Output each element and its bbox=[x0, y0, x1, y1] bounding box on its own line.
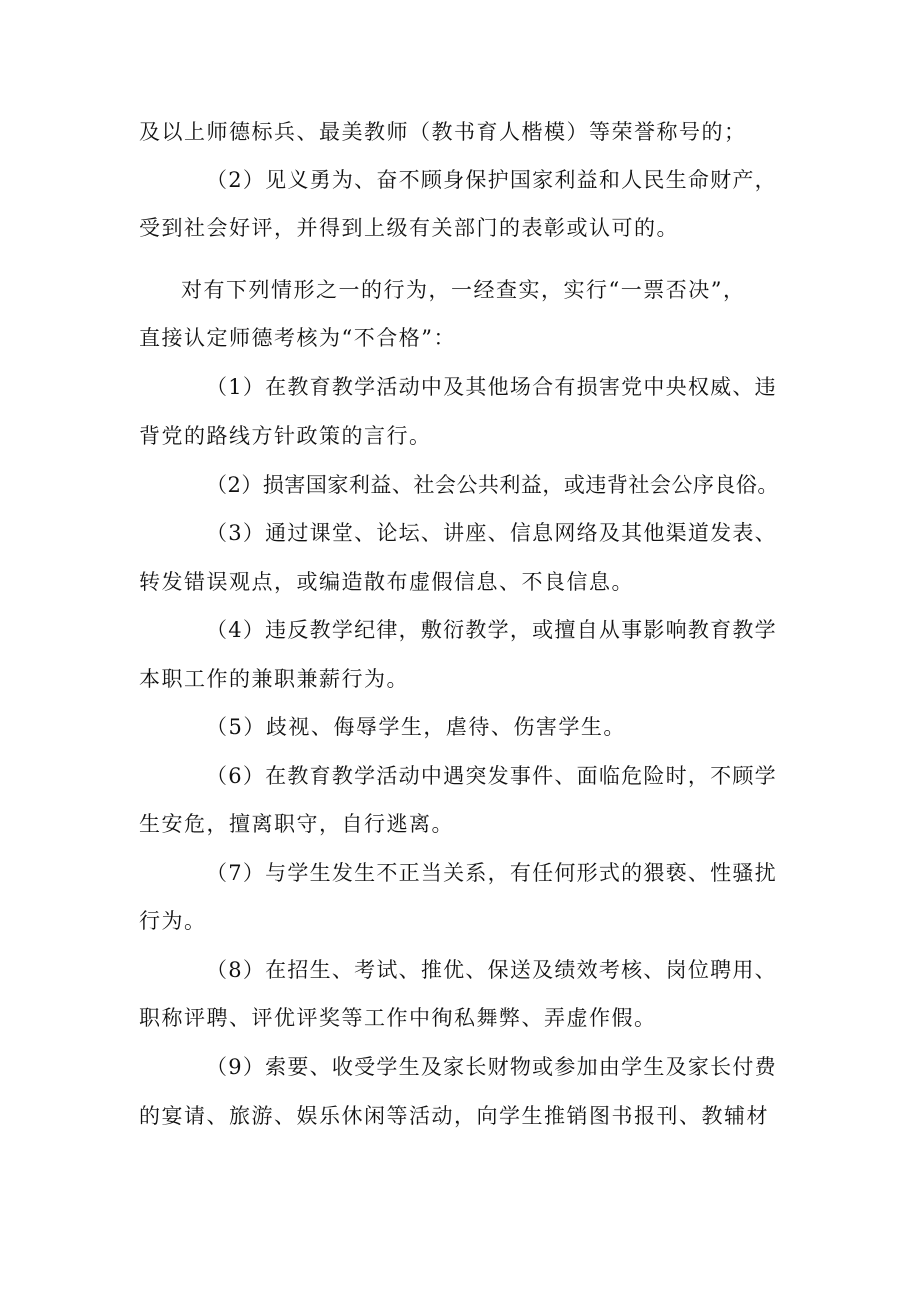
text-line-continuation: 转发错误观点，或编造散布虚假信息、不良信息。 bbox=[139, 570, 634, 594]
list-item-first-line: （5）歧视、侮辱学生，虐待、伤害学生。 bbox=[206, 715, 626, 739]
list-item-first-line: （3）通过课堂、论坛、讲座、信息网络及其他渠道发表、 bbox=[206, 521, 777, 545]
list-item-first-line: （7）与学生发生不正当关系，有任何形式的猥亵、性骚扰 bbox=[206, 861, 777, 885]
list-item-first-line: （4）违反教学纪律，敷衍教学，或擅自从事影响教育教学 bbox=[206, 618, 777, 642]
text-line-continuation: 职称评聘、评优评奖等工作中徇私舞弊、弄虚作假。 bbox=[139, 1006, 657, 1030]
list-item-first-line: （2）损害国家利益、社会公共利益，或违背社会公序良俗。 bbox=[206, 473, 779, 497]
text-line-continuation: 直接认定师德考核为“不合格”： bbox=[139, 326, 456, 350]
text-line-continuation: 行为。 bbox=[139, 909, 207, 933]
text-line-continuation: 的宴请、旅游、娱乐休闲等活动，向学生推销图书报刊、教辅材 bbox=[139, 1104, 769, 1128]
text-line-continuation: 背党的路线方针政策的言行。 bbox=[139, 424, 432, 448]
text-line-continuation: 及以上师德标兵、最美教师（教书育人楷模）等荣誉称号的； bbox=[139, 120, 747, 144]
list-item-first-line: （1）在教育教学活动中及其他场合有损害党中央权威、违 bbox=[206, 375, 777, 399]
text-line-continuation: 受到社会好评，并得到上级有关部门的表彰或认可的。 bbox=[139, 216, 679, 240]
paragraph-first-line: 对有下列情形之一的行为，一经查实，实行“一票否决”， bbox=[181, 278, 746, 302]
list-item-first-line: （9）索要、收受学生及家长财物或参加由学生及家长付费 bbox=[206, 1055, 777, 1079]
list-item-first-line: （6）在教育教学活动中遇突发事件、面临危险时，不顾学 bbox=[206, 764, 777, 788]
text-line-continuation: 生安危，擅离职守，自行逃离。 bbox=[139, 812, 454, 836]
list-item-first-line: （8）在招生、考试、推优、保送及绩效考核、岗位聘用、 bbox=[206, 958, 777, 982]
text-line-continuation: 本职工作的兼职兼薪行为。 bbox=[139, 667, 409, 691]
list-item-first-line: （2）见义勇为、奋不顾身保护国家利益和人民生命财产， bbox=[206, 168, 777, 192]
